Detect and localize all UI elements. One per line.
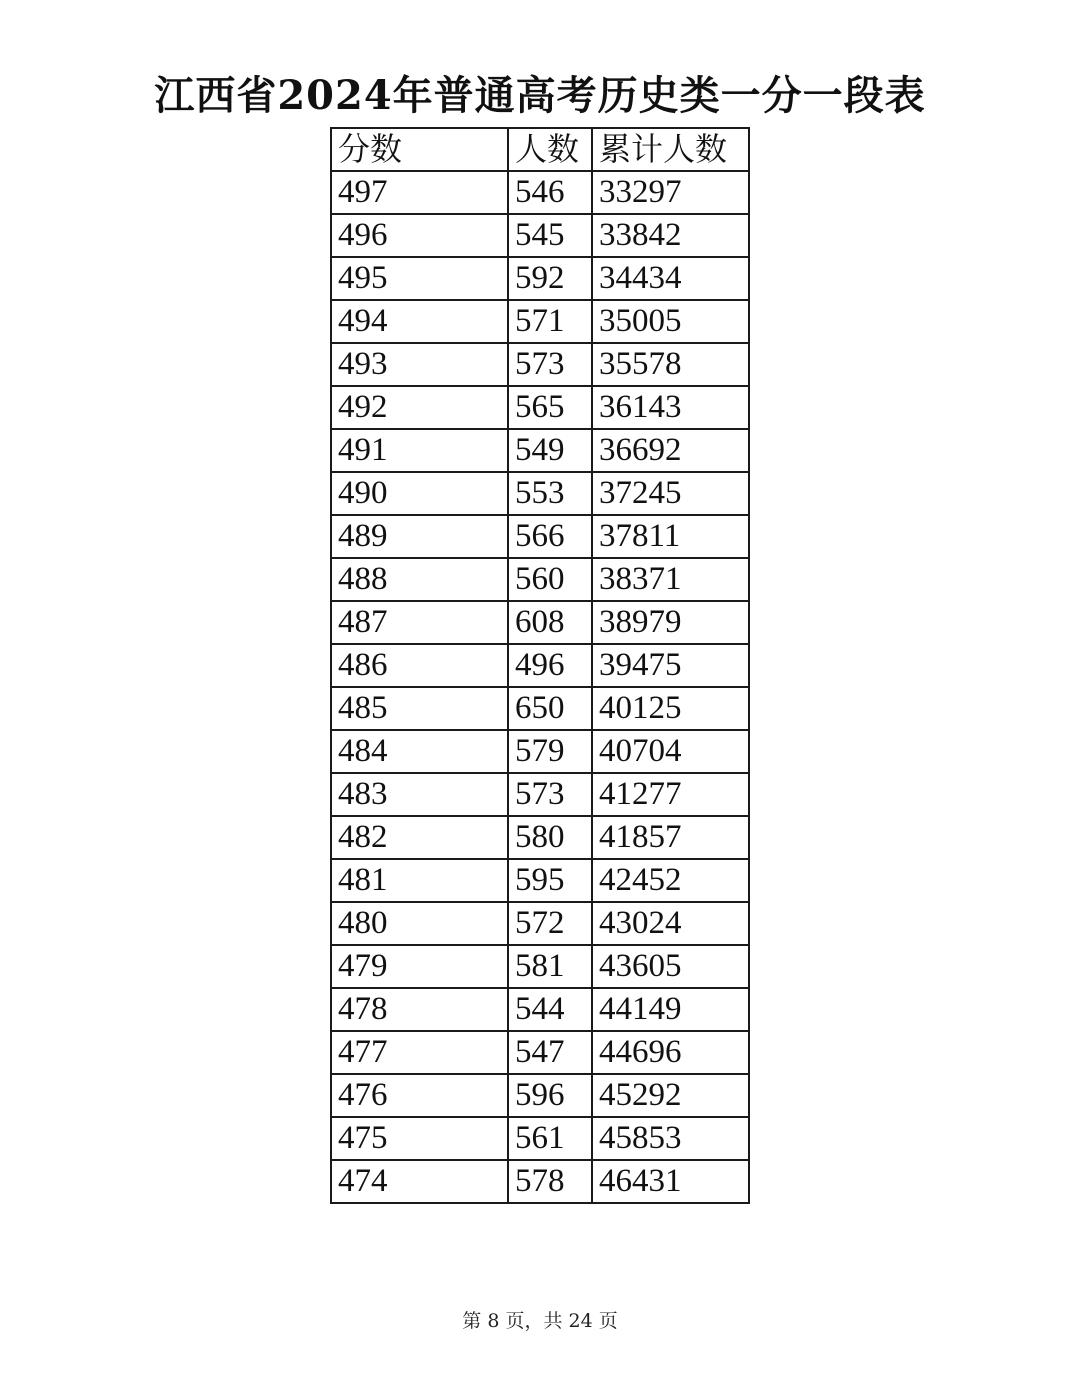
cell-cumulative: 36692 (592, 429, 749, 472)
cell-cumulative: 36143 (592, 386, 749, 429)
cell-cumulative: 45292 (592, 1074, 749, 1117)
cell-score: 496 (331, 214, 508, 257)
cell-count: 561 (508, 1117, 592, 1160)
cell-score: 475 (331, 1117, 508, 1160)
cell-count: 580 (508, 816, 592, 859)
cell-score: 494 (331, 300, 508, 343)
cell-cumulative: 33842 (592, 214, 749, 257)
cell-count: 571 (508, 300, 592, 343)
cell-cumulative: 35578 (592, 343, 749, 386)
cell-cumulative: 46431 (592, 1160, 749, 1203)
cell-count: 595 (508, 859, 592, 902)
table-row (331, 1117, 749, 1160)
page-footer: 第 8 页，共 24 页 (462, 1310, 618, 1332)
cell-count: 546 (508, 171, 592, 214)
cell-score: 480 (331, 902, 508, 945)
cell-cumulative: 38371 (592, 558, 749, 601)
table-body (331, 171, 749, 1203)
cell-cumulative: 37811 (592, 515, 749, 558)
cell-count: 545 (508, 214, 592, 257)
table-row (331, 1160, 749, 1203)
table-row (331, 988, 749, 1031)
cell-cumulative: 44149 (592, 988, 749, 1031)
cell-cumulative: 43605 (592, 945, 749, 988)
cell-score: 476 (331, 1074, 508, 1117)
cell-cumulative: 44696 (592, 1031, 749, 1074)
table-row (331, 257, 749, 300)
cell-cumulative: 40704 (592, 730, 749, 773)
cell-score: 482 (331, 816, 508, 859)
table-row (331, 386, 749, 429)
cell-count: 496 (508, 644, 592, 687)
cell-cumulative: 43024 (592, 902, 749, 945)
cell-count: 573 (508, 773, 592, 816)
cell-score: 485 (331, 687, 508, 730)
table-row (331, 644, 749, 687)
table-header-row (331, 128, 749, 171)
table-row (331, 730, 749, 773)
cell-count: 549 (508, 429, 592, 472)
cell-score: 479 (331, 945, 508, 988)
column-header-count: 人数 (508, 128, 592, 171)
cell-score: 484 (331, 730, 508, 773)
table-row (331, 171, 749, 214)
cell-score: 478 (331, 988, 508, 1031)
cell-count: 579 (508, 730, 592, 773)
cell-count: 544 (508, 988, 592, 1031)
table-row (331, 515, 749, 558)
cell-count: 553 (508, 472, 592, 515)
cell-count: 578 (508, 1160, 592, 1203)
cell-count: 572 (508, 902, 592, 945)
table-row (331, 601, 749, 644)
cell-cumulative: 38979 (592, 601, 749, 644)
table-row (331, 300, 749, 343)
cell-score: 474 (331, 1160, 508, 1203)
cell-count: 547 (508, 1031, 592, 1074)
cell-count: 573 (508, 343, 592, 386)
table-row (331, 687, 749, 730)
cell-score: 497 (331, 171, 508, 214)
cell-score: 490 (331, 472, 508, 515)
cell-cumulative: 41277 (592, 773, 749, 816)
cell-score: 483 (331, 773, 508, 816)
table-row (331, 902, 749, 945)
score-distribution-table (330, 127, 750, 1204)
table-row (331, 214, 749, 257)
table-row (331, 945, 749, 988)
cell-count: 560 (508, 558, 592, 601)
table-row (331, 429, 749, 472)
cell-count: 592 (508, 257, 592, 300)
table-row (331, 472, 749, 515)
cell-score: 495 (331, 257, 508, 300)
table-row (331, 558, 749, 601)
cell-cumulative: 39475 (592, 644, 749, 687)
cell-count: 650 (508, 687, 592, 730)
column-header-cumulative: 累计人数 (592, 128, 749, 171)
cell-score: 488 (331, 558, 508, 601)
cell-cumulative: 42452 (592, 859, 749, 902)
cell-count: 566 (508, 515, 592, 558)
column-header-score: 分数 (331, 128, 508, 171)
table-row (331, 343, 749, 386)
cell-score: 492 (331, 386, 508, 429)
cell-cumulative: 45853 (592, 1117, 749, 1160)
table-row (331, 773, 749, 816)
cell-count: 565 (508, 386, 592, 429)
cell-cumulative: 37245 (592, 472, 749, 515)
table-row (331, 1031, 749, 1074)
table-row (331, 816, 749, 859)
page-title: 江西省2024年普通高考历史类一分一段表 (154, 72, 926, 119)
cell-cumulative: 33297 (592, 171, 749, 214)
cell-score: 489 (331, 515, 508, 558)
table-row (331, 1074, 749, 1117)
cell-cumulative: 34434 (592, 257, 749, 300)
table-row (331, 859, 749, 902)
cell-count: 581 (508, 945, 592, 988)
cell-score: 477 (331, 1031, 508, 1074)
cell-score: 486 (331, 644, 508, 687)
cell-score: 481 (331, 859, 508, 902)
cell-cumulative: 35005 (592, 300, 749, 343)
cell-score: 493 (331, 343, 508, 386)
cell-score: 487 (331, 601, 508, 644)
cell-score: 491 (331, 429, 508, 472)
cell-count: 596 (508, 1074, 592, 1117)
cell-cumulative: 41857 (592, 816, 749, 859)
cell-count: 608 (508, 601, 592, 644)
cell-cumulative: 40125 (592, 687, 749, 730)
